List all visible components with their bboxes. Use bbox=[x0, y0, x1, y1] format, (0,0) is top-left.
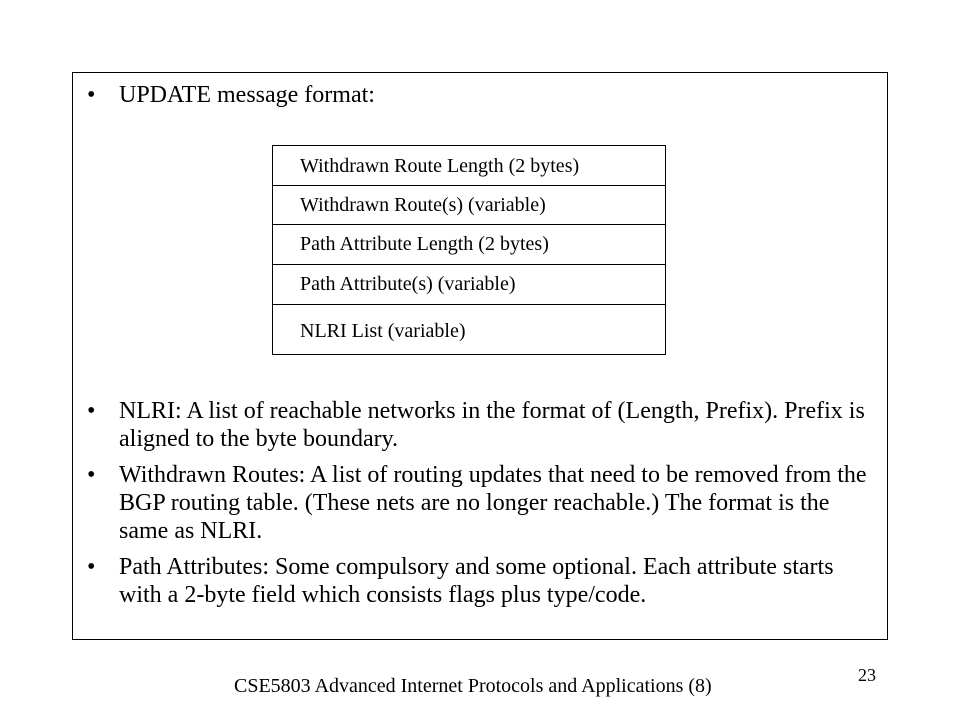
bullet-text: NLRI: A list of reachable networks in the format of (Length, Prefix). Prefix is aligned to the byte boundary. bbox=[119, 398, 865, 452]
bullet-marker: • bbox=[87, 82, 96, 108]
format-row-withdrawn-routes bbox=[273, 186, 665, 225]
bullet-update-format bbox=[87, 81, 877, 109]
format-row-nlri-list bbox=[273, 305, 665, 354]
format-row-label: Withdrawn Route(s) (variable) bbox=[300, 194, 546, 216]
format-row-label: Path Attribute(s) (variable) bbox=[300, 273, 516, 295]
format-row-path-attribute-length bbox=[273, 225, 665, 265]
bullet-text: Withdrawn Routes: A list of routing updates that need to be removed from the BGP routing table. (These nets are no longer reachable.) The format is the same as NLRI. bbox=[119, 462, 867, 544]
format-row-label: Path Attribute Length (2 bytes) bbox=[300, 233, 549, 255]
format-row-label: NLRI List (variable) bbox=[300, 320, 466, 342]
page-number: 23 bbox=[858, 665, 876, 685]
format-row-withdrawn-route-length bbox=[273, 146, 665, 186]
bullet-marker: • bbox=[87, 462, 96, 488]
bullet-text: Path Attributes: Some compulsory and some optional. Each attribute starts with a 2-byte field which consists flags plus type/code. bbox=[119, 554, 834, 608]
footer-course-title: CSE5803 Advanced Internet Protocols and Applications (8) bbox=[234, 675, 712, 697]
bullet-path-attributes bbox=[87, 553, 877, 609]
bullet-marker: • bbox=[87, 554, 96, 580]
format-row-label: Withdrawn Route Length (2 bytes) bbox=[300, 155, 580, 177]
bullet-marker: • bbox=[87, 398, 96, 424]
bullet-text: UPDATE message format: bbox=[119, 82, 375, 108]
bullet-nlri bbox=[87, 397, 877, 453]
bullet-withdrawn-routes bbox=[87, 461, 877, 545]
format-row-path-attributes bbox=[273, 265, 665, 305]
slide-content-frame bbox=[72, 72, 888, 640]
update-message-format-table bbox=[272, 145, 666, 355]
